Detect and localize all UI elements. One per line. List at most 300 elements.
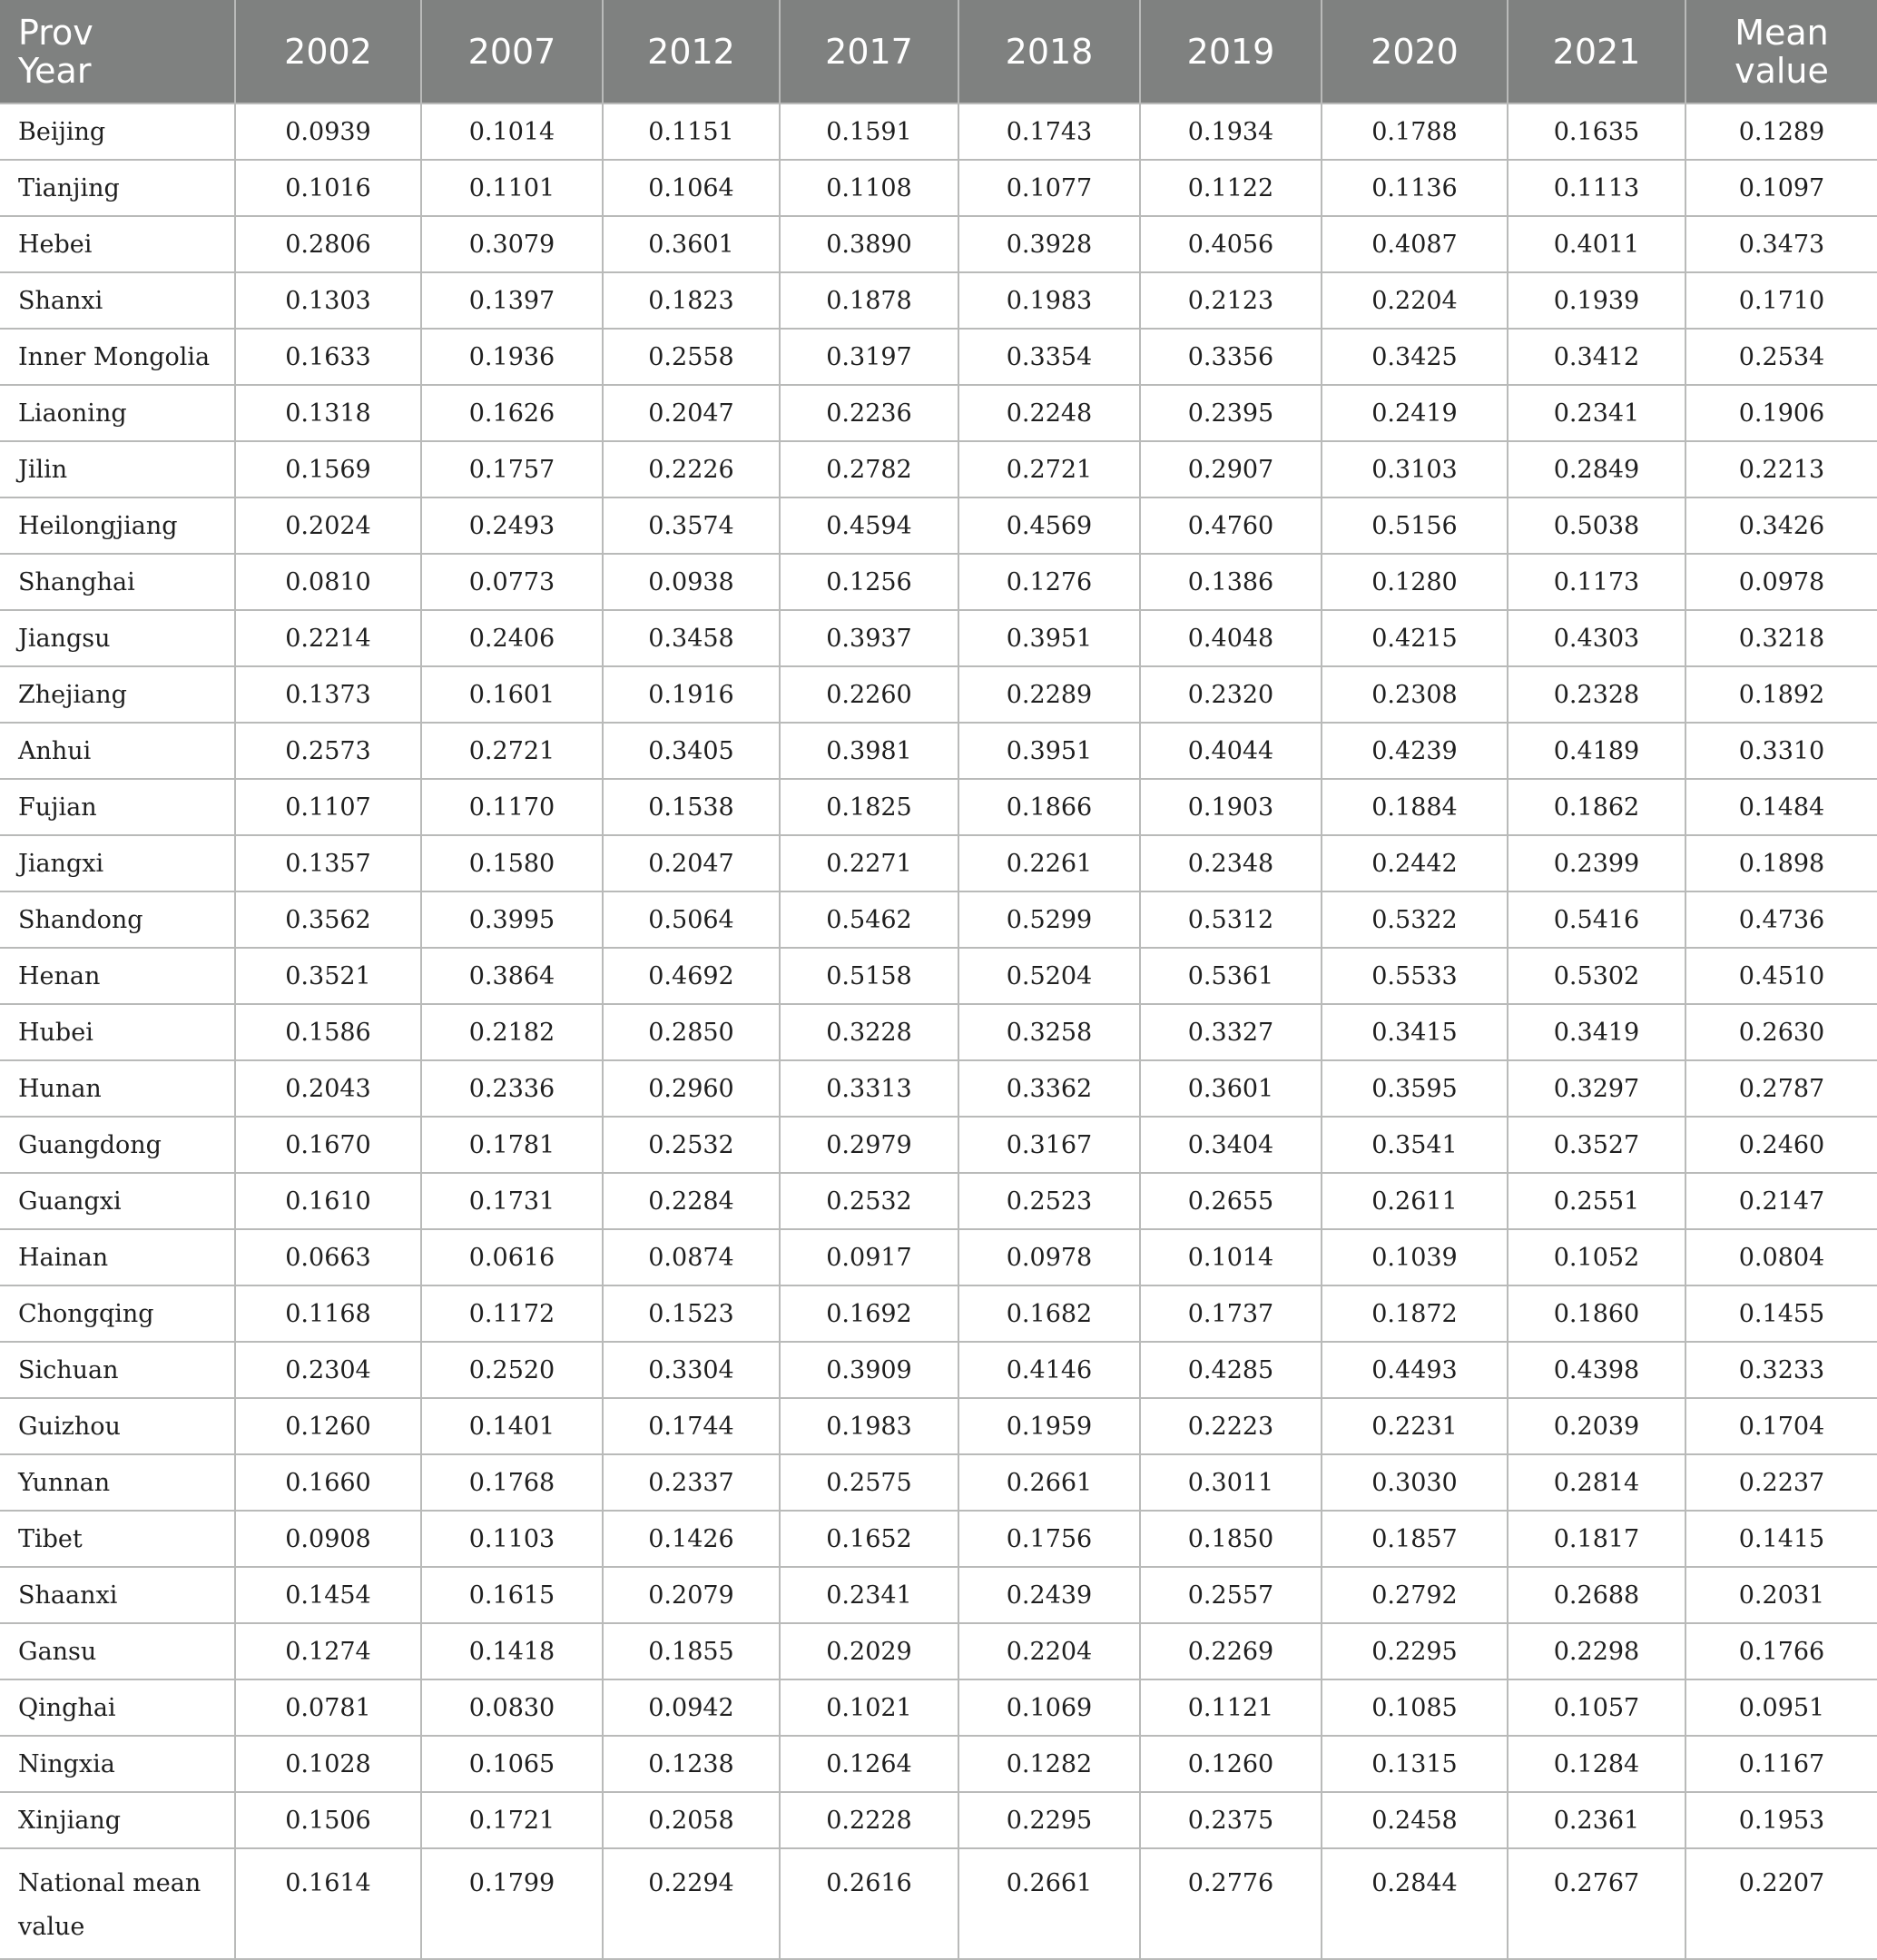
value-cell: 0.0810	[235, 554, 421, 610]
value-cell: 0.4760	[1140, 497, 1322, 554]
value-cell: 0.1934	[1140, 103, 1322, 160]
value-cell: 0.2029	[780, 1623, 958, 1679]
value-cell: 0.1610	[235, 1173, 421, 1229]
value-cell: 0.1615	[421, 1567, 603, 1623]
province-name-cell: Hebei	[0, 216, 235, 272]
header-year-2018: 2018	[958, 0, 1140, 103]
value-cell: 0.0616	[421, 1229, 603, 1285]
table-row	[0, 1117, 1877, 1173]
value-cell: 0.2611	[1322, 1173, 1508, 1229]
table-row	[0, 1173, 1877, 1229]
value-cell: 0.5299	[958, 891, 1140, 948]
value-cell: 0.3011	[1140, 1454, 1322, 1511]
value-cell: 0.1172	[421, 1285, 603, 1342]
value-cell: 0.1282	[958, 1736, 1140, 1792]
value-cell: 0.1704	[1685, 1398, 1877, 1454]
value-cell: 0.3951	[958, 723, 1140, 779]
value-cell: 0.4569	[958, 497, 1140, 554]
value-cell: 0.5312	[1140, 891, 1322, 948]
value-cell: 0.3404	[1140, 1117, 1322, 1173]
value-cell: 0.3864	[421, 948, 603, 1004]
value-cell: 0.1057	[1508, 1679, 1685, 1736]
value-cell: 0.3197	[780, 329, 958, 385]
value-cell: 0.2361	[1508, 1792, 1685, 1848]
header-year-2007: 2007	[421, 0, 603, 103]
value-cell: 0.1586	[235, 1004, 421, 1060]
value-cell: 0.1682	[958, 1285, 1140, 1342]
value-cell: 0.2655	[1140, 1173, 1322, 1229]
table-row	[0, 1623, 1877, 1679]
value-cell: 0.1418	[421, 1623, 603, 1679]
header-year-2002: 2002	[235, 0, 421, 103]
value-cell: 0.1136	[1322, 160, 1508, 216]
value-cell: 0.1983	[780, 1398, 958, 1454]
value-cell: 0.2419	[1322, 385, 1508, 441]
value-cell: 0.1825	[780, 779, 958, 835]
value-cell: 0.2558	[603, 329, 780, 385]
value-cell: 0.1817	[1508, 1511, 1685, 1567]
header-mean-value	[1685, 0, 1877, 103]
value-cell: 0.3601	[603, 216, 780, 272]
value-cell: 0.3405	[603, 723, 780, 779]
value-cell: 0.4510	[1685, 948, 1877, 1004]
header-year-2012: 2012	[603, 0, 780, 103]
value-cell: 0.1170	[421, 779, 603, 835]
table-row	[0, 779, 1877, 835]
value-cell: 0.2043	[235, 1060, 421, 1117]
value-cell: 0.2031	[1685, 1567, 1877, 1623]
value-cell: 0.2630	[1685, 1004, 1877, 1060]
value-cell: 0.3541	[1322, 1117, 1508, 1173]
table-row	[0, 554, 1877, 610]
national-mean-value-cell: 0.2776	[1140, 1848, 1322, 1959]
value-cell: 0.3218	[1685, 610, 1877, 666]
value-cell: 0.5533	[1322, 948, 1508, 1004]
value-cell: 0.1264	[780, 1736, 958, 1792]
province-name-cell: Guangxi	[0, 1173, 235, 1229]
value-cell: 0.1426	[603, 1511, 780, 1567]
value-cell: 0.2295	[1322, 1623, 1508, 1679]
value-cell: 0.2341	[780, 1567, 958, 1623]
value-cell: 0.5462	[780, 891, 958, 948]
value-cell: 0.1276	[958, 554, 1140, 610]
value-cell: 0.1016	[235, 160, 421, 216]
value-cell: 0.1737	[1140, 1285, 1322, 1342]
value-cell: 0.2787	[1685, 1060, 1877, 1117]
province-name-cell: Sichuan	[0, 1342, 235, 1398]
value-cell: 0.1415	[1685, 1511, 1877, 1567]
value-cell: 0.1878	[780, 272, 958, 329]
value-cell: 0.1788	[1322, 103, 1508, 160]
value-cell: 0.1401	[421, 1398, 603, 1454]
value-cell: 0.1064	[603, 160, 780, 216]
value-cell: 0.1626	[421, 385, 603, 441]
table-row	[0, 103, 1877, 160]
value-cell: 0.2236	[780, 385, 958, 441]
value-cell: 0.2849	[1508, 441, 1685, 497]
value-cell: 0.1580	[421, 835, 603, 891]
value-cell: 0.3354	[958, 329, 1140, 385]
value-cell: 0.1872	[1322, 1285, 1508, 1342]
national-mean-value-cell: 0.1614	[235, 1848, 421, 1959]
value-cell: 0.1028	[235, 1736, 421, 1792]
value-cell: 0.1939	[1508, 272, 1685, 329]
value-cell: 0.1077	[958, 160, 1140, 216]
value-cell: 0.2688	[1508, 1567, 1685, 1623]
national-mean-label-line2: value	[18, 1913, 85, 1941]
province-name-cell: Beijing	[0, 103, 235, 160]
value-cell: 0.3937	[780, 610, 958, 666]
national-mean-row	[0, 1848, 1877, 1959]
value-cell: 0.5156	[1322, 497, 1508, 554]
value-cell: 0.2721	[958, 441, 1140, 497]
value-cell: 0.1850	[1140, 1511, 1322, 1567]
value-cell: 0.0938	[603, 554, 780, 610]
value-cell: 0.1906	[1685, 385, 1877, 441]
value-cell: 0.1670	[235, 1117, 421, 1173]
value-cell: 0.2231	[1322, 1398, 1508, 1454]
value-cell: 0.1903	[1140, 779, 1322, 835]
province-name-cell: Shandong	[0, 891, 235, 948]
table-row	[0, 1736, 1877, 1792]
value-cell: 0.1122	[1140, 160, 1322, 216]
value-cell: 0.3356	[1140, 329, 1322, 385]
value-cell: 0.1260	[235, 1398, 421, 1454]
province-name-cell: Jilin	[0, 441, 235, 497]
value-cell: 0.2814	[1508, 1454, 1685, 1511]
value-cell: 0.1633	[235, 329, 421, 385]
province-name-cell: Jiangsu	[0, 610, 235, 666]
value-cell: 0.4048	[1140, 610, 1322, 666]
value-cell: 0.2289	[958, 666, 1140, 723]
value-cell: 0.0804	[1685, 1229, 1877, 1285]
value-cell: 0.2557	[1140, 1567, 1322, 1623]
value-cell: 0.3458	[603, 610, 780, 666]
value-cell: 0.1113	[1508, 160, 1685, 216]
value-cell: 0.4087	[1322, 216, 1508, 272]
value-cell: 0.2532	[780, 1173, 958, 1229]
value-cell: 0.2269	[1140, 1623, 1322, 1679]
value-cell: 0.3995	[421, 891, 603, 948]
header-prov-year	[0, 0, 235, 103]
value-cell: 0.2520	[421, 1342, 603, 1398]
value-cell: 0.1484	[1685, 779, 1877, 835]
value-cell: 0.2295	[958, 1792, 1140, 1848]
value-cell: 0.0978	[1685, 554, 1877, 610]
value-cell: 0.1721	[421, 1792, 603, 1848]
value-cell: 0.1065	[421, 1736, 603, 1792]
value-cell: 0.5204	[958, 948, 1140, 1004]
value-cell: 0.3909	[780, 1342, 958, 1398]
value-cell: 0.2214	[235, 610, 421, 666]
value-cell: 0.3228	[780, 1004, 958, 1060]
table-row	[0, 1285, 1877, 1342]
value-cell: 0.0942	[603, 1679, 780, 1736]
value-cell: 0.1052	[1508, 1229, 1685, 1285]
value-cell: 0.2304	[235, 1342, 421, 1398]
header-year-2020: 2020	[1322, 0, 1508, 103]
value-cell: 0.2907	[1140, 441, 1322, 497]
value-cell: 0.4398	[1508, 1342, 1685, 1398]
value-cell: 0.0951	[1685, 1679, 1877, 1736]
header-year-2021: 2021	[1508, 0, 1685, 103]
value-cell: 0.2204	[1322, 272, 1508, 329]
value-cell: 0.3426	[1685, 497, 1877, 554]
value-cell: 0.3304	[603, 1342, 780, 1398]
table-row	[0, 1679, 1877, 1736]
value-cell: 0.2223	[1140, 1398, 1322, 1454]
national-mean-value-cell: 0.1799	[421, 1848, 603, 1959]
value-cell: 0.1274	[235, 1623, 421, 1679]
value-cell: 0.1397	[421, 272, 603, 329]
value-cell: 0.1173	[1508, 554, 1685, 610]
value-cell: 0.2406	[421, 610, 603, 666]
table-row	[0, 948, 1877, 1004]
value-cell: 0.1373	[235, 666, 421, 723]
province-name-cell: Hunan	[0, 1060, 235, 1117]
value-cell: 0.1455	[1685, 1285, 1877, 1342]
value-cell: 0.3412	[1508, 329, 1685, 385]
value-cell: 0.2960	[603, 1060, 780, 1117]
value-cell: 0.1892	[1685, 666, 1877, 723]
value-cell: 0.4146	[958, 1342, 1140, 1398]
header-year-2019: 2019	[1140, 0, 1322, 103]
value-cell: 0.3562	[235, 891, 421, 948]
value-cell: 0.1069	[958, 1679, 1140, 1736]
value-cell: 0.3233	[1685, 1342, 1877, 1398]
table-row	[0, 216, 1877, 272]
value-cell: 0.0939	[235, 103, 421, 160]
value-cell: 0.1039	[1322, 1229, 1508, 1285]
value-cell: 0.1757	[421, 441, 603, 497]
value-cell: 0.1781	[421, 1117, 603, 1173]
value-cell: 0.3981	[780, 723, 958, 779]
value-cell: 0.5302	[1508, 948, 1685, 1004]
province-name-cell: Inner Mongolia	[0, 329, 235, 385]
table-row	[0, 1511, 1877, 1567]
value-cell: 0.1652	[780, 1511, 958, 1567]
value-cell: 0.2661	[958, 1454, 1140, 1511]
province-name-cell: Shaanxi	[0, 1567, 235, 1623]
value-cell: 0.2058	[603, 1792, 780, 1848]
value-cell: 0.1108	[780, 160, 958, 216]
value-cell: 0.1635	[1508, 103, 1685, 160]
value-cell: 0.2439	[958, 1567, 1140, 1623]
value-cell: 0.1898	[1685, 835, 1877, 891]
value-cell: 0.1744	[603, 1398, 780, 1454]
value-cell: 0.2575	[780, 1454, 958, 1511]
table-row	[0, 723, 1877, 779]
value-cell: 0.1318	[235, 385, 421, 441]
table-row	[0, 1792, 1877, 1848]
value-cell: 0.1167	[1685, 1736, 1877, 1792]
national-mean-label-line1: National mean	[18, 1869, 201, 1897]
value-cell: 0.4056	[1140, 216, 1322, 272]
value-cell: 0.1866	[958, 779, 1140, 835]
value-cell: 0.1660	[235, 1454, 421, 1511]
province-name-cell: Gansu	[0, 1623, 235, 1679]
value-cell: 0.4011	[1508, 216, 1685, 272]
value-cell: 0.1260	[1140, 1736, 1322, 1792]
value-cell: 0.1506	[235, 1792, 421, 1848]
value-cell: 0.1710	[1685, 272, 1877, 329]
value-cell: 0.4189	[1508, 723, 1685, 779]
value-cell: 0.1743	[958, 103, 1140, 160]
value-cell: 0.2458	[1322, 1792, 1508, 1848]
value-cell: 0.0917	[780, 1229, 958, 1285]
value-cell: 0.2551	[1508, 1173, 1685, 1229]
table-row	[0, 1342, 1877, 1398]
value-cell: 0.3258	[958, 1004, 1140, 1060]
value-cell: 0.2039	[1508, 1398, 1685, 1454]
province-name-cell: Ningxia	[0, 1736, 235, 1792]
value-cell: 0.3103	[1322, 441, 1508, 497]
value-cell: 0.2213	[1685, 441, 1877, 497]
value-cell: 0.0908	[235, 1511, 421, 1567]
value-cell: 0.2298	[1508, 1623, 1685, 1679]
value-cell: 0.1857	[1322, 1511, 1508, 1567]
value-cell: 0.1256	[780, 554, 958, 610]
value-cell: 0.1101	[421, 160, 603, 216]
value-cell: 0.2460	[1685, 1117, 1877, 1173]
value-cell: 0.1014	[1140, 1229, 1322, 1285]
value-cell: 0.4736	[1685, 891, 1877, 948]
value-cell: 0.1959	[958, 1398, 1140, 1454]
value-cell: 0.5158	[780, 948, 958, 1004]
value-cell: 0.2261	[958, 835, 1140, 891]
value-cell: 0.2979	[780, 1117, 958, 1173]
value-cell: 0.2573	[235, 723, 421, 779]
header-prov-label: Prov	[18, 12, 93, 53]
value-cell: 0.3313	[780, 1060, 958, 1117]
province-name-cell: Hubei	[0, 1004, 235, 1060]
value-cell: 0.1983	[958, 272, 1140, 329]
value-cell: 0.3574	[603, 497, 780, 554]
table-row	[0, 272, 1877, 329]
value-cell: 0.2806	[235, 216, 421, 272]
header-row	[0, 0, 1877, 103]
table-row	[0, 385, 1877, 441]
value-cell: 0.1860	[1508, 1285, 1685, 1342]
value-cell: 0.1766	[1685, 1623, 1877, 1679]
value-cell: 0.2328	[1508, 666, 1685, 723]
value-cell: 0.2534	[1685, 329, 1877, 385]
header-mean-line1: Mean	[1735, 12, 1829, 53]
value-cell: 0.1103	[421, 1511, 603, 1567]
value-cell: 0.1768	[421, 1454, 603, 1511]
value-cell: 0.3928	[958, 216, 1140, 272]
value-cell: 0.2308	[1322, 666, 1508, 723]
province-name-cell: Liaoning	[0, 385, 235, 441]
province-name-cell: Shanxi	[0, 272, 235, 329]
value-cell: 0.3951	[958, 610, 1140, 666]
value-cell: 0.4594	[780, 497, 958, 554]
value-cell: 0.5064	[603, 891, 780, 948]
value-cell: 0.2850	[603, 1004, 780, 1060]
value-cell: 0.1862	[1508, 779, 1685, 835]
value-cell: 0.1085	[1322, 1679, 1508, 1736]
value-cell: 0.2399	[1508, 835, 1685, 891]
value-cell: 0.1014	[421, 103, 603, 160]
value-cell: 0.2792	[1322, 1567, 1508, 1623]
value-cell: 0.1021	[780, 1679, 958, 1736]
national-mean-value-cell: 0.2767	[1508, 1848, 1685, 1959]
value-cell: 0.3595	[1322, 1060, 1508, 1117]
province-name-cell: Fujian	[0, 779, 235, 835]
table-row	[0, 1454, 1877, 1511]
national-mean-value-cell: 0.2616	[780, 1848, 958, 1959]
value-cell: 0.1357	[235, 835, 421, 891]
value-cell: 0.2237	[1685, 1454, 1877, 1511]
value-cell: 0.3415	[1322, 1004, 1508, 1060]
value-cell: 0.2320	[1140, 666, 1322, 723]
province-name-cell: Henan	[0, 948, 235, 1004]
value-cell: 0.1289	[1685, 103, 1877, 160]
value-cell: 0.1168	[235, 1285, 421, 1342]
value-cell: 0.3527	[1508, 1117, 1685, 1173]
value-cell: 0.1303	[235, 272, 421, 329]
value-cell: 0.1916	[603, 666, 780, 723]
province-name-cell: Xinjiang	[0, 1792, 235, 1848]
table-row	[0, 441, 1877, 497]
value-cell: 0.3890	[780, 216, 958, 272]
value-cell: 0.3079	[421, 216, 603, 272]
value-cell: 0.4044	[1140, 723, 1322, 779]
value-cell: 0.1097	[1685, 160, 1877, 216]
national-mean-value-cell: 0.2661	[958, 1848, 1140, 1959]
value-cell: 0.1591	[780, 103, 958, 160]
value-cell: 0.2047	[603, 385, 780, 441]
value-cell: 0.2182	[421, 1004, 603, 1060]
value-cell: 0.0663	[235, 1229, 421, 1285]
province-name-cell: Anhui	[0, 723, 235, 779]
table-body	[0, 103, 1877, 1959]
value-cell: 0.2493	[421, 497, 603, 554]
value-cell: 0.3327	[1140, 1004, 1322, 1060]
value-cell: 0.3601	[1140, 1060, 1322, 1117]
value-cell: 0.2147	[1685, 1173, 1877, 1229]
value-cell: 0.1107	[235, 779, 421, 835]
value-cell: 0.2228	[780, 1792, 958, 1848]
value-cell: 0.2123	[1140, 272, 1322, 329]
table-row	[0, 160, 1877, 216]
value-cell: 0.1569	[235, 441, 421, 497]
table-row	[0, 1060, 1877, 1117]
province-name-cell: Tibet	[0, 1511, 235, 1567]
value-cell: 0.2395	[1140, 385, 1322, 441]
value-cell: 0.2024	[235, 497, 421, 554]
province-name-cell: Hainan	[0, 1229, 235, 1285]
value-cell: 0.5322	[1322, 891, 1508, 948]
province-name-cell: Heilongjiang	[0, 497, 235, 554]
value-cell: 0.1756	[958, 1511, 1140, 1567]
province-name-cell: Shanghai	[0, 554, 235, 610]
value-cell: 0.5038	[1508, 497, 1685, 554]
value-cell: 0.2047	[603, 835, 780, 891]
value-cell: 0.5361	[1140, 948, 1322, 1004]
table-row	[0, 835, 1877, 891]
table-row	[0, 891, 1877, 948]
province-name-cell: Qinghai	[0, 1679, 235, 1736]
province-name-cell: Yunnan	[0, 1454, 235, 1511]
province-name-cell: Zhejiang	[0, 666, 235, 723]
value-cell: 0.1538	[603, 779, 780, 835]
value-cell: 0.4239	[1322, 723, 1508, 779]
value-cell: 0.2336	[421, 1060, 603, 1117]
table-row	[0, 666, 1877, 723]
value-cell: 0.1884	[1322, 779, 1508, 835]
value-cell: 0.3030	[1322, 1454, 1508, 1511]
